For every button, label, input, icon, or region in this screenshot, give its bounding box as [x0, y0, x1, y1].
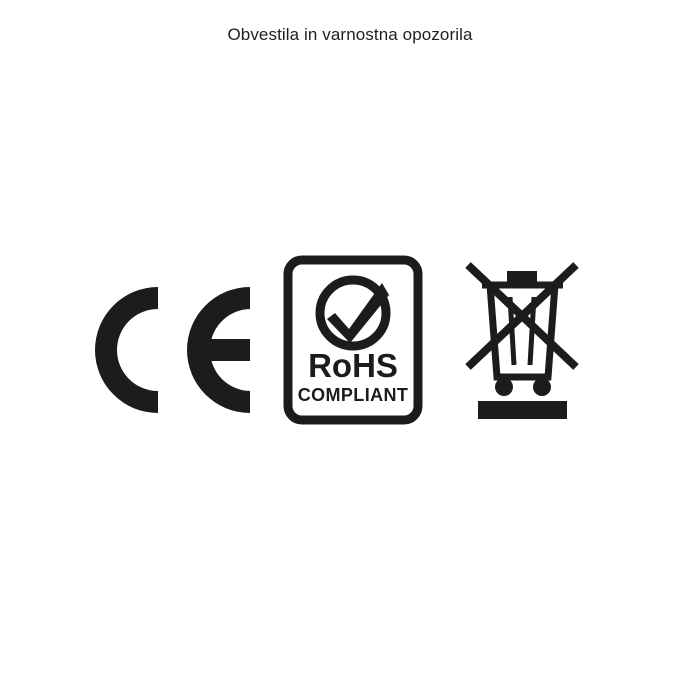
- rohs-compliant-label: COMPLIANT: [297, 385, 409, 405]
- crossed-out-wheeled-bin-icon: [460, 255, 585, 425]
- rohs-mark: [283, 255, 423, 415]
- compliance-marks-row: [0, 255, 700, 445]
- weee-mark: [460, 255, 585, 425]
- ce-mark: [95, 255, 265, 445]
- rohs-compliant-icon: [283, 255, 423, 425]
- rohs-label: RoHS: [308, 347, 398, 384]
- ce-marking-icon: [95, 255, 265, 445]
- page-title: Obvestila in varnostna opozorila: [227, 25, 473, 44]
